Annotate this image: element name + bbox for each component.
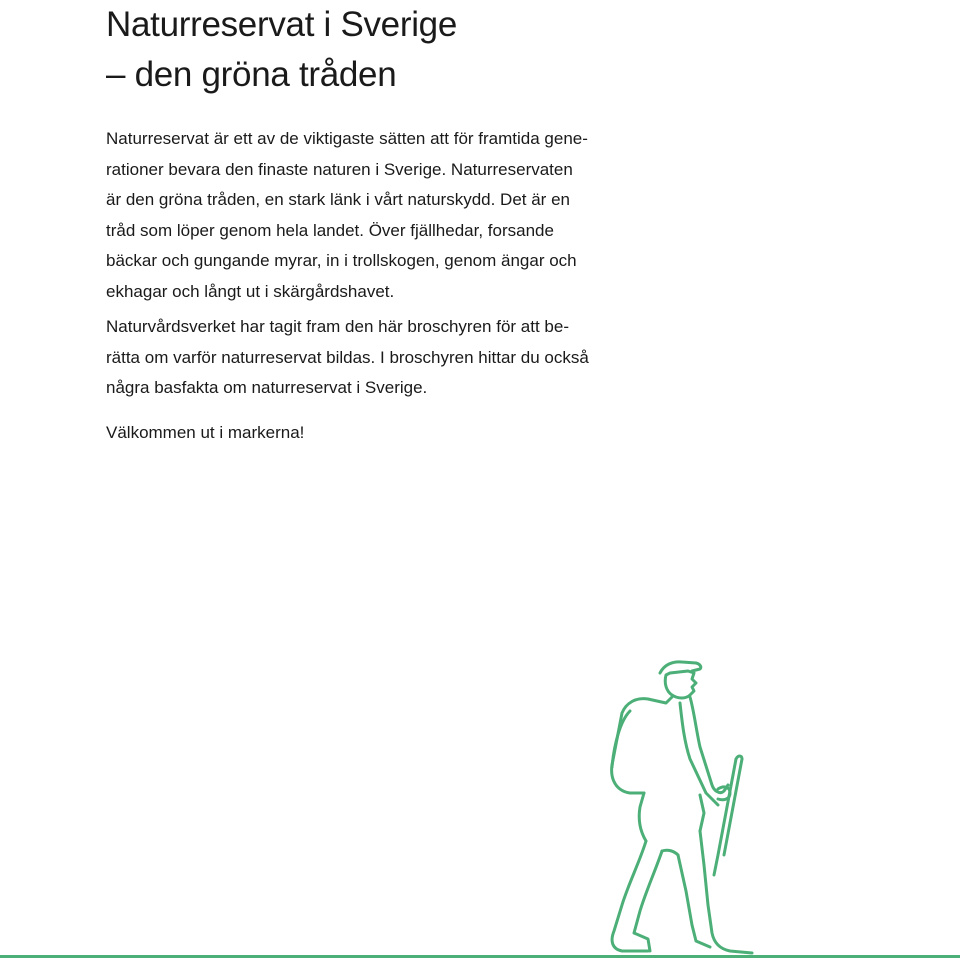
page-title [106, 0, 457, 100]
intro-line: rationer bevara den finaste naturen i Sverige. Naturreservaten [106, 159, 573, 179]
brochure-line: Naturvårdsverket har tagit fram den här broschyren för att be- [106, 317, 569, 336]
brochure-line: några basfakta om naturreservat i Sverige. [106, 378, 428, 397]
intro-line: tråd som löper genom hela landet. Över fjällhedar, forsande [106, 220, 554, 240]
welcome-paragraph [106, 418, 651, 449]
welcome-line: Välkommen ut i markerna! [106, 423, 305, 442]
ground-line [0, 955, 960, 958]
intro-paragraph [106, 124, 651, 307]
page-title-line-1: Naturreservat i Sverige [106, 5, 458, 44]
brochure-paragraph [106, 312, 651, 404]
intro-line: är den gröna tråden, en stark länk i vårt naturskydd. Det är en [106, 190, 570, 209]
hiker-icon [600, 655, 760, 957]
intro-line: bäckar och gungande myrar, in i trollskogen, genom ängar och [106, 251, 577, 270]
intro-line: Naturreservat är ett av de viktigaste sätten att för framtida gene- [106, 129, 588, 148]
brochure-line: rätta om varför naturreservat bildas. I broschyren hittar du också [106, 347, 589, 367]
intro-line: ekhagar och långt ut i skärgårdshavet. [106, 281, 395, 301]
page-title-line-2: – den gröna tråden [106, 55, 397, 94]
